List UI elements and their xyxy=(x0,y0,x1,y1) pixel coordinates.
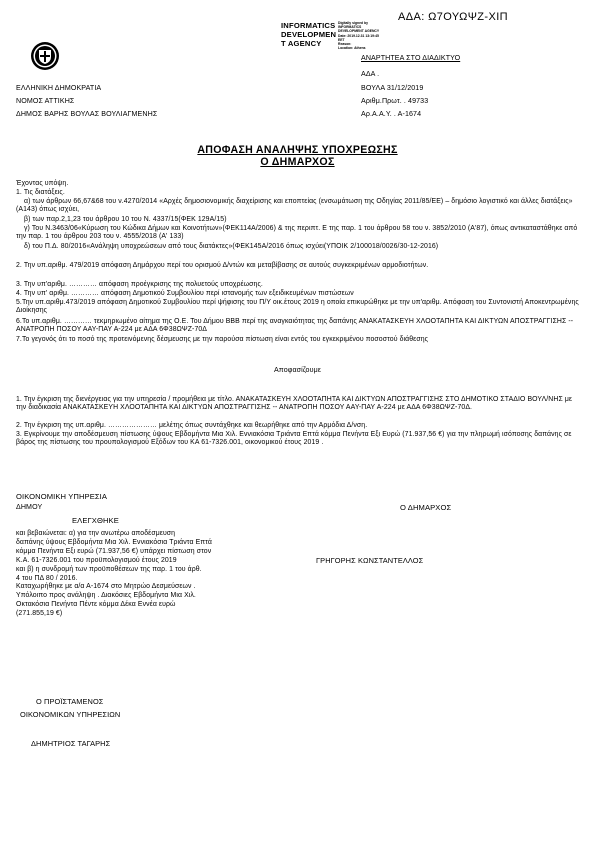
body-paragraph: δ) του Π.Δ. 80/2016«Ανάληψη υποχρεώσεων από τους διατάκτες»(ΦΕΚ145Α/2016 όπως ισχύει(ΥΠΟΙΚ 2/100018/0026/30-12-2016) xyxy=(24,243,439,250)
agency-name-line3: T AGENCY xyxy=(281,39,322,48)
check-text-line: κόμμα Πενήντα Εξι ευρώ (71.937,56 €) υπάρχει πίστωση στον xyxy=(16,547,212,555)
check-text-block xyxy=(16,530,212,619)
stamp-line: EET xyxy=(338,37,345,42)
body-paragraph: γ) Του Ν.3463/06«Κύρωση του Κώδικα Δήμων και Κοινοτήτων»(ΦΕΚ114Α/2006) & της περιπτ. Ε της παρ. 1 του άρθρου 58 του ν. 3852/2010 (Α'87), όπως αντικαταστάθηκε από την παρ. 1 του άρθρου 203 του ν. 4555/2018 (Α' 133) xyxy=(16,225,578,241)
body-paragraph: 5.Την υπ.αριθμ.473/2019 απόφαση Δημοτικού Συμβουλίου περί ψήφισης του Π/Υ οικ.έτους 2019 η οποία επικυρώθηκε με την υπ'αριθμ. Απόφαση του Συντονιστή Αποκεντρωμένης Διοίκησης xyxy=(16,299,579,315)
check-text-line: και βεβαιώνεται: α) για την ανωτέρω αποδέσμευση xyxy=(16,530,176,537)
check-text-line: δαπάνης ύψους Εβδομήντα Μια Χιλ. Εννιακόσια Τριάντα Επτά xyxy=(16,538,212,546)
header-ada: ΑΔΑ . xyxy=(361,70,380,78)
stamp-line: INFORMATICS xyxy=(338,25,362,30)
check-text-line: (271.855,19 €) xyxy=(16,610,63,618)
body-paragraph: Έχοντας υπόψη. xyxy=(16,180,69,187)
agency-name-line2: DEVELOPMEN xyxy=(281,30,337,39)
stamp-line: DEVELOPMENT AGENCY xyxy=(338,29,380,34)
service-heading: ΟΙΚΟΝΟΜΙΚΗ ΥΠΗΡΕΣΙΑ xyxy=(16,492,108,501)
decision-item: 1. Την έγκριση της διενέργειας για την υπηρεσία / προμήθεια με τίτλο. ΑΝΑΚΑΤΑΣΚΕΥΗ ΧΛΟΟΤΑΠΗΤΑ ΚΑΙ ΔΙΚΤΥΩΝ ΑΠΟΣΤΡΑΓΓΙΣΗΣ ΣΤΟ ΔΗΜΟΤΙΚΟ ΣΤΑΔΙΟ ΒΟΥΛ/ΝΗΣ με την διαδικασία ΑΝΑΚΑΤΑΣΚΕΥΗ ΧΛΟΟΤΑΠΗΤΑ ΚΑΙ ΔΙΚΤΥΩΝ ΑΠΟΣΤΡΑΓΓΙΣΗΣ -- ΑΝΑΤΡΟΠΗ ΠΟΣΟΥ ΑΑΥ-ΠΑΥ Α-224 με ΑΔΑ 6Φ38ΩΨΖ-70Δ. xyxy=(16,396,573,412)
check-text-line: Υπόλοιπο προς ανάληψη . Διακόσιες Εβδομήντα Μια Χιλ. xyxy=(16,592,196,600)
head-label-line2: ΟΙΚΟΝΟΜΙΚΩΝ ΥΠΗΡΕΣΙΩΝ xyxy=(20,710,121,719)
body-paragraph: 7.Το γεγονός ότι το ποσό της προτεινόμενης δέσμευσης με την παρούσα πίστωση είναι εντός του εγκεκριμένου ποσοστού διάθεσης xyxy=(16,336,429,343)
header-aay-number: Αρ.Α.Α.Υ. . Α-1674 xyxy=(361,110,422,118)
mayor-name: ΓΡΗΓΟΡΗΣ ΚΩΝΣΤΑΝΤΕΛΛΟΣ xyxy=(316,556,424,565)
header-date: ΒΟΥΛΑ 31/12/2019 xyxy=(361,84,424,92)
check-text-line: και β) η συνδρομή των προϋποθέσεων της παρ. 1 του άρθ. xyxy=(16,565,202,573)
body-paragraph: 1. Τις διατάξεις. xyxy=(16,189,65,196)
header-protocol-number: Αριθμ.Πρωτ. . 49733 xyxy=(361,97,429,105)
decide-heading: Αποφασίζουμε xyxy=(273,366,322,374)
body-paragraph: α) των άρθρων 66,67&68 του ν.4270/2014 «Αρχές δημοσιονομικής διαχείρισης και εποπτείας (ενσωμάτωση της Οδηγίας 2011/85/ΕΕ) – δημόσιο λογιστικό και άλλες διατάξεις» (Α143) όπως ισχύει, xyxy=(16,198,573,214)
digital-signature-stamp xyxy=(338,21,379,50)
ada-code: ΑΔΑ: Ω7ΟΥΩΨΖ-ΧΙΠ xyxy=(398,11,509,23)
check-text-line: 4 του ΠΔ 80 / 2016. xyxy=(16,574,78,582)
body-paragraph: 2. Την υπ.αριθμ. 479/2019 απόφαση Δημάρχου περί του ορισμού Δ/ντών και μεταβίβασης σε αυτούς συγκεκριμένων αρμοδιοτήτων. xyxy=(16,262,429,269)
published-notice: ΑΝΑΡΤΗΤΕΑ ΣΤΟ ΔΙΑΔΙΚΤΥΟ xyxy=(361,54,461,62)
checked-label: ΕΛΕΓΧΘΗΚΕ xyxy=(72,516,119,525)
decision-item: 2. Την έγκριση της υπ.αριθμ. ………………… μελέτης όπως συντάχθηκε και θεωρήθηκε από την Αρμόδια Δ/νση. xyxy=(16,422,368,429)
mayor-label: Ο ΔΗΜΑΡΧΟΣ xyxy=(400,503,452,512)
agency-name-line1: INFORMATICS xyxy=(281,21,336,30)
coat-of-arms-icon xyxy=(30,41,60,71)
stamp-line: Date: 2019.12.31 13:19:45 xyxy=(338,33,379,38)
check-text-line: Καταχωρήθηκε με α/α Α-1674 στο Μητρώο Δεσμεύσεων . xyxy=(16,583,196,591)
body-paragraph: 6.Το υπ.αριθμ. ………… τεκμηριωμένο αίτημα της Ο.Ε. Του Δήμου ΒΒΒ περί της αναγκαιότητας της δαπάνης ΑΝΑΚΑΤΑΣΚΕΥΗ ΧΛΟΟΤΑΠΗΤΑ ΚΑΙ ΔΙΚΤΥΩΝ ΑΠΟΣΤΡΑΓΓΙΣΗΣ -- ΑΝΑΤΡΟΠΗ ΠΟΣΟΥ ΑΑΥ-ΠΑΥ Α-224 με ΑΔΑ 6Φ38ΩΨΖ-70Δ xyxy=(16,318,574,334)
check-text-line: Κ.Α. 61-7326.001 του προϋπολογισμού έτους 2019 xyxy=(16,556,177,564)
decision-item: 3. Εγκρίνουμε την αποδέσμευση πίστωσης ύψους Εβδομήντα Μια Χιλ. Εννιακόσια Τριάντα Επτά κόμμα Πενήντα Εξι Ευρώ (71.937,56 €) για την πληρωμή ισόποσης δαπάνης σε βάρος της πίστωσης του προυπολογισμού Εξόδων του ΚΑ 61-7326.001, οικονομικού έτους 2019 . xyxy=(16,431,572,447)
head-label-line1: Ο ΠΡΟΪΣΤΑΜΕΝΟΣ xyxy=(36,697,104,706)
document-title: ΑΠΟΦΑΣΗ ΑΝΑΛΗΨΗΣ ΥΠΟΧΡΕΩΣΗΣ xyxy=(197,144,398,156)
body-paragraph: β) των παρ.2,1,23 του άρθρου 10 του Ν. 4337/15(ΦΕΚ 129Α/15) xyxy=(24,216,227,223)
stamp-line: Digitally signed by xyxy=(338,21,368,25)
document-subtitle: Ο ΔΗΜΑΡΧΟΣ xyxy=(260,156,335,168)
stamp-line: Location: Athens xyxy=(338,46,366,51)
body-paragraph: 4. Την υπ' αριθμ. ………… απόφαση Δημοτικού Συμβουλίου περί ιστανομής των εξειδικευμένων πιστώσεων xyxy=(16,290,354,297)
stamp-line: Reason: xyxy=(338,42,352,47)
header-municipality: ΔΗΜΟΣ ΒΑΡΗΣ ΒΟΥΛΑΣ ΒΟΥΛΙΑΓΜΕΝΗΣ xyxy=(16,110,158,118)
municipality-word: ΔΗΜΟΥ xyxy=(16,503,43,511)
body-paragraph: 3. Την υπ'αριθμ. ………… απόφαση προέγκρισης της πολυετούς υποχρέωσης. xyxy=(16,281,263,288)
check-text-line: Οκτακόσια Πενήντα Πέντε κόμμα Δέκα Εννέα ευρώ xyxy=(16,601,176,609)
header-prefecture: ΝΟΜΟΣ ΑΤΤΙΚΗΣ xyxy=(16,97,75,105)
header-country: ΕΛΛΗΝΙΚΗ ΔΗΜΟΚΡΑΤΙΑ xyxy=(16,84,102,92)
head-name: ΔΗΜΗΤΡΙΟΣ ΤΑΓΑΡΗΣ xyxy=(31,739,111,748)
